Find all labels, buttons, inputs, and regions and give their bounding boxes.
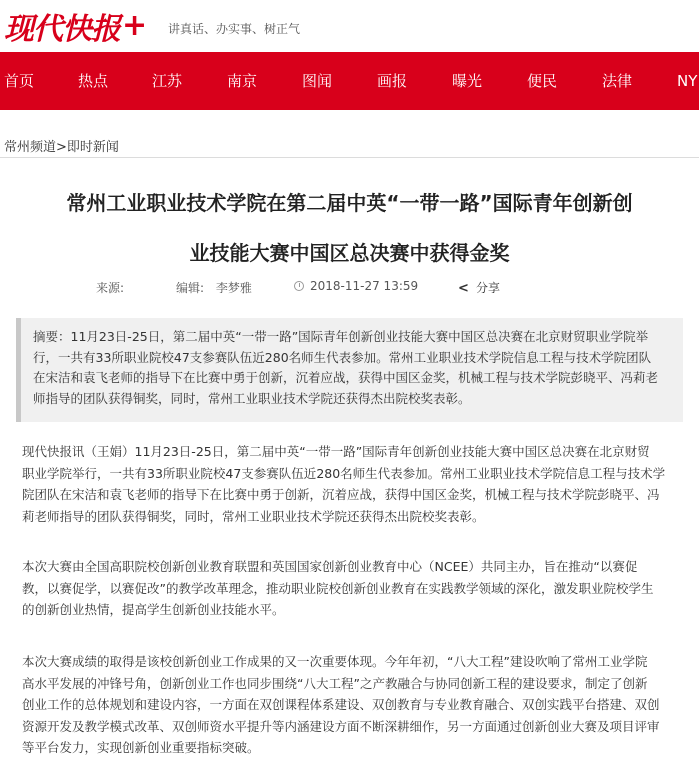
site-slogan: 讲真话、办实事、树正气 [168, 22, 301, 36]
publish-time [294, 279, 418, 293]
article-title [10, 178, 689, 278]
breadcrumb-separator: > [56, 140, 67, 155]
summary-line: 摘要：11月23日-25日，第二届中英“一带一路”国际青年创新创业技能大赛中国区总决赛在北京财贸职业学院举 [33, 329, 649, 344]
site-header [0, 0, 699, 52]
editor-name: 李梦雅 [215, 281, 252, 295]
nav-item-pictorial[interactable]: 画报 [377, 72, 408, 90]
nav-item-photo-news[interactable]: 图闻 [302, 72, 333, 90]
paragraph-line: 高水平发展的冲锋号角，创新创业工作也同步围绕“八大工程”之产教融合与协同创新工程的建设要求，制定了创新 [22, 675, 648, 691]
article-paragraph [22, 556, 686, 621]
divider [0, 157, 699, 158]
article-paragraph [22, 441, 686, 527]
summary-line: 行，一共有33所职业院校47支参赛队伍近280名师生代表参加。常州工业职业技术学院信息工程与技术学院团队 [33, 349, 652, 365]
summary-line: 在宋洁和袁飞老师的指导下在比赛中勇于创新，沉着应战，获得中国区金奖，机械工程与技术学院彭晓平、冯莉老 [33, 370, 659, 385]
logo-text: 现代快报 [4, 12, 120, 47]
share-label: 分享 [476, 281, 501, 295]
article-title-line: 业技能大赛中国区总决赛中获得金奖 [189, 241, 510, 265]
source-label: 来源: [96, 281, 125, 295]
share-button[interactable] [458, 279, 500, 296]
article-title-line: 常州工业职业技术学院在第二届中英“一带一路”国际青年创新创 [66, 191, 633, 215]
paragraph-line: 创业工作的总体规划和建设内容，一方面在双创课程体系建设、双创教育与专业教育融合、双创实践平台搭建、双创 [22, 697, 660, 712]
main-nav [0, 52, 699, 110]
paragraph-line: 院团队在宋洁和袁飞老师的指导下在比赛中勇于创新，沉着应战，获得中国区金奖，机械工程与技术学院彭晓平、冯 [22, 487, 660, 502]
paragraph-line: 教，以赛促学，以赛促改”的教学改革理念，推动职业院校创新创业教育在实践教学领域的深化，激发职业院校学生 [22, 580, 654, 596]
paragraph-line: 本次大赛成绩的取得是该校创新创业工作成果的又一次重要体现。今年年初，“八大工程”建设吹响了常州工业学院 [22, 654, 648, 669]
nav-item-law[interactable]: 法律 [602, 72, 633, 90]
nav-item-services[interactable]: 便民 [527, 72, 558, 90]
paragraph-line: 现代快报讯（王娟）11月23日-25日，第二届中英“一带一路”国际青年创新创业技能大赛中国区总决赛在北京财贸 [22, 444, 650, 459]
paragraph-line: 莉老师指导的团队获得铜奖，同时，常州工业职业技术学院还获得杰出院校奖表彰。 [22, 508, 485, 524]
nav-item-nanjing[interactable]: 南京 [227, 72, 258, 90]
share-icon: < [458, 281, 469, 296]
paragraph-line: 职业学院举行，一共有33所职业院校47支参赛队伍近280名师生代表参加。常州工业职业技术学院信息工程与技术学 [22, 465, 666, 481]
plus-icon: + [122, 8, 148, 43]
article-summary [16, 318, 683, 422]
article-paragraph [22, 651, 686, 759]
breadcrumb-channel[interactable]: 常州频道 [4, 140, 57, 155]
nav-item-home[interactable]: 首页 [4, 72, 35, 90]
editor-label: 编辑: [176, 281, 205, 295]
clock-icon [294, 281, 304, 291]
paragraph-line: 的创新创业热情，提高学生创新创业技能水平。 [22, 602, 285, 617]
breadcrumb [4, 136, 119, 155]
site-logo[interactable] [4, 6, 147, 46]
paragraph-line: 本次大赛由全国高职院校创新创业教育联盟和英国国家创新创业教育中心（NCEE）共同主办，旨在推动“以赛促 [22, 559, 638, 574]
nav-item-ny[interactable]: NY [677, 72, 698, 90]
nav-item-jiangsu[interactable]: 江苏 [152, 72, 183, 90]
nav-item-hot[interactable]: 热点 [78, 72, 109, 90]
paragraph-line: 等平台发力，实现创新创业重要指标突破。 [22, 740, 260, 755]
paragraph-line: 资源开发及教学模式改革、双创师资水平提升等内涵建设方面不断深耕细作，另一方面通过创新创业大赛及项目评审 [22, 718, 660, 734]
publish-datetime: 2018-11-27 13:59 [310, 279, 419, 293]
summary-line: 师指导的团队获得铜奖，同时，常州工业职业技术学院还获得杰出院校奖表彰。 [33, 390, 471, 406]
breadcrumb-section[interactable]: 即时新闻 [66, 140, 119, 155]
editor-info [176, 279, 252, 296]
nav-item-exposure[interactable]: 曝光 [452, 72, 483, 90]
